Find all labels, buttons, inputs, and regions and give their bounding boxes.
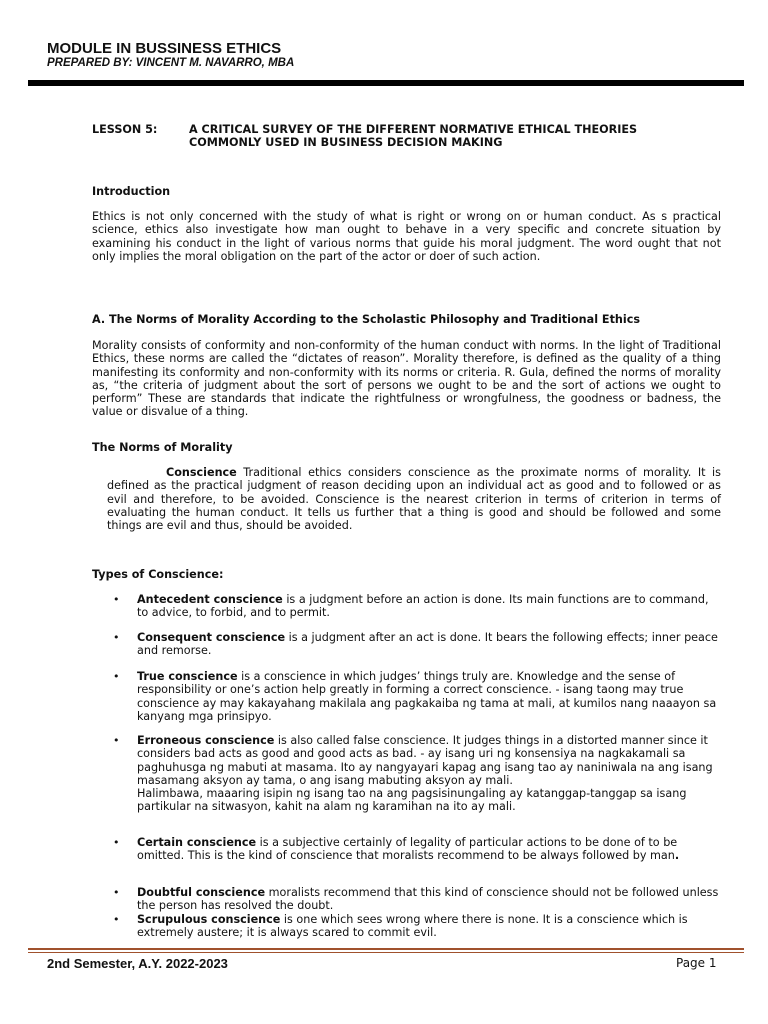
item-term: Certain conscience (137, 836, 257, 849)
bullet: • (113, 631, 120, 644)
item-term: Consequent conscience (137, 631, 286, 644)
list-item (113, 913, 722, 940)
prepared-by: PREPARED BY: VINCENT M. NAVARRO, MBA (47, 57, 295, 69)
section-a-paragraph: Morality consists of conformity and non-conformity of the human conduct with norms. In the light of Traditional Ethics, these norms are called the “dictates of reason”. Morality therefore, is defined as the quality of a thing manifesting its conformity and non-conformity with its norms or criteria. R. Gula, defined the norms of morality as, “the criteria of judgment about the sort of persons we ought to be and the sort of actions we ought to perform” These are standards that indicate the rightfulness or wrongfulness, the goodness or badness, the value or disvalue of a thing. (92, 339, 721, 419)
footer-divider-thin (28, 952, 744, 953)
bullet: • (113, 593, 120, 606)
item-term: True conscience (137, 670, 238, 683)
list-item (113, 886, 722, 913)
introduction-paragraph: Ethics is not only concerned with the study of what is right or wrong on or human conduct. As s practical science, ethics also investigate how man ought to behave in a very specific and concrete situation by examining his conduct in the light of various norms that guide his moral judgment. The word ought that not only implies the moral obligation on the part of the actor or doer of such action. (92, 210, 721, 263)
footer-divider (28, 948, 744, 950)
list-item (113, 670, 722, 723)
bullet: • (113, 670, 120, 683)
item-text: moralists recommend that this kind of conscience should not be followed unless the person has resolved the doubt. (137, 886, 719, 913)
list-item (113, 631, 722, 658)
item-term: Scrupulous conscience (137, 913, 281, 926)
section-a-heading: A. The Norms of Morality According to the Scholastic Philosophy and Traditional Ethics (92, 313, 641, 326)
introduction-heading: Introduction (92, 185, 171, 198)
page-number: Page 1 (676, 956, 717, 970)
module-title: MODULE IN BUSSINESS ETHICS (47, 40, 282, 57)
lesson-label: LESSON 5: (92, 123, 158, 136)
list-item (113, 593, 722, 620)
item-text: is one which sees wrong where there is none. It is a conscience which is extremely austere; it is always scared to commit evil. (137, 913, 688, 940)
conscience-paragraph (107, 466, 721, 532)
item-text: is a judgment after an act is done. It bears the following effects; inner peace and remorse. (137, 631, 718, 658)
item-term: Erroneous conscience (137, 734, 275, 747)
item-end: . (674, 849, 680, 863)
conscience-text: Traditional ethics considers conscience as the proximate norms of morality. It is defined as the practical judgment of reason deciding upon an individual act as good and to followed or as evil and therefore, to be avoided. Conscience is the nearest criterion in terms of criterion in terms of evaluating the human conduct. It tells us further that a thing is good and should be followed and some things are evil and thus, should be avoided. (107, 466, 721, 533)
item-text: is also called false conscience. It judges things in a distorted manner since it considers bad acts as good and good acts as bad. - ay isang uri ng konsensiya na nagkakamali sa paghuhusga ng mabuti at masama. Ito ay nangyayari kapag ang isang tao ay naniniwala na ang isang masamang aksyon ay tama, o ang isang mabuting aksyon ay mali. (137, 734, 713, 787)
bullet: • (113, 886, 120, 899)
item-example: Halimbawa, maaaring isipin ng isang tao na ang pagsisinungaling ay katanggap-tanggap sa isang partikular na sitwasyon, kahit na alam ng karamihan na ito ay mali. (137, 787, 687, 814)
lesson-title: A CRITICAL SURVEY OF THE DIFFERENT NORMATIVE ETHICAL THEORIES COMMONLY USED IN BUSINESS DECISION MAKING (189, 123, 638, 150)
item-text: is a subjective certainly of legality of particular actions to be done of to be omitted. This is the kind of conscience that moralists recommend to be always followed by man (137, 836, 678, 863)
types-heading: Types of Conscience: (92, 568, 224, 581)
bullet: • (113, 913, 120, 926)
list-item (113, 836, 722, 863)
list-item (113, 734, 722, 814)
semester-label: 2nd Semester, A.Y. 2022-2023 (47, 956, 228, 971)
item-term: Antecedent conscience (137, 593, 283, 606)
item-text: is a judgment before an action is done. Its main functions are to command, to advice, to forbid, and to permit. (137, 593, 709, 620)
item-text: is a conscience in which judges’ things truly are. Knowledge and the sense of responsibility or one’s action help greatly in forming a correct conscience. - isang taong may true conscience ay may kakayahang makilala ang pagkakaiba ng tama at mali, at kumilos nang naaayon sa kanyang mga prinsipyo. (137, 670, 717, 723)
bullet: • (113, 836, 120, 849)
header-divider (28, 80, 744, 86)
item-term: Doubtful conscience (137, 886, 266, 899)
bullet: • (113, 734, 120, 747)
conscience-term: Conscience (166, 466, 237, 479)
norms-heading: The Norms of Morality (92, 441, 233, 454)
